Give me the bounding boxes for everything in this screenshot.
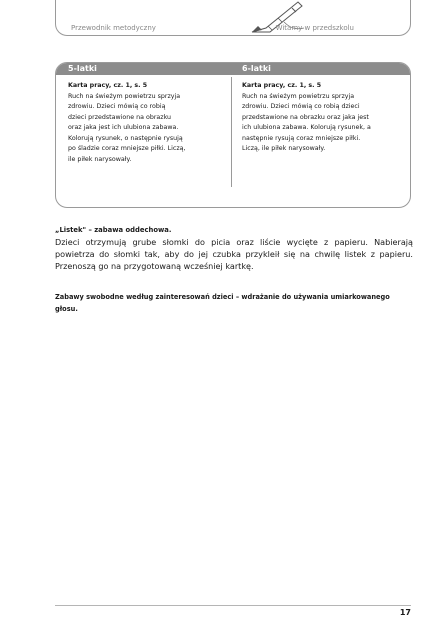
column-divider: [231, 77, 232, 187]
desc-line: przedstawione na obrazku oraz jaka jest: [242, 113, 369, 121]
desc-line: oraz jaka jest ich ulubiona zabawa.: [68, 124, 179, 131]
card-reference: Karta pracy, cz. 1, s. 5: [68, 82, 148, 89]
age-column-6: [242, 81, 404, 155]
header-right-label: Witamy w przedszkolu: [275, 24, 354, 32]
desc-line: Ruch na świeżym powietrzu sprzyja: [242, 92, 355, 100]
age-column-5: [68, 81, 230, 165]
desc-line: ile piłek narysowały.: [68, 155, 132, 163]
page-number: 17: [399, 608, 411, 617]
header-left-label: Przewodnik metodyczny: [71, 24, 156, 32]
desc-line: po śladzie coraz mniejsze piłki. Liczą,: [68, 145, 186, 152]
free-play-note: Zabawy swobodne według zainteresowań dzieci – wdrażanie do używania umiarkowanego głosu.: [55, 293, 390, 313]
desc-line: dzieci przedstawione na obrazku: [68, 113, 172, 121]
desc-line: Liczą, ile piłek narysowały.: [242, 145, 326, 152]
desc-line: Kolorują rysunek, o następnie rysują: [68, 134, 183, 142]
desc-line: następnie rysują coraz mniejsze piłki.: [242, 134, 361, 142]
desc-line: zdrowiu. Dzieci mówią co robią dzieci: [242, 103, 360, 110]
desc-line: zdrowiu. Dzieci mówią co robią: [68, 103, 166, 110]
header-box: [55, 0, 411, 36]
age-title-5: 5-latki: [68, 64, 97, 73]
age-header-bar: [56, 63, 410, 75]
footer-rule: [55, 605, 411, 606]
card-reference: Karta pracy, cz. 1, s. 5: [242, 82, 322, 89]
activity-title: „Listek" – zabawa oddechowa.: [55, 226, 172, 234]
desc-line: Ruch na świeżym powietrzu sprzyja: [68, 92, 181, 100]
pencil-icon: [248, 0, 308, 38]
activity-description: Dzieci otrzymują grube słomki do picia oraz liście wycięte z papieru. Nabierają powietrza do słomki tak, aby do jej czubka przykleił się na chwilę listek z papieru. Przenoszą go na przygotowaną wcześniej kartkę.: [55, 237, 413, 272]
desc-line: ich ulubiona zabawa. Kolorują rysunek, a: [242, 124, 371, 131]
age-title-6: 6-latki: [242, 64, 271, 73]
age-group-box: [55, 62, 411, 208]
